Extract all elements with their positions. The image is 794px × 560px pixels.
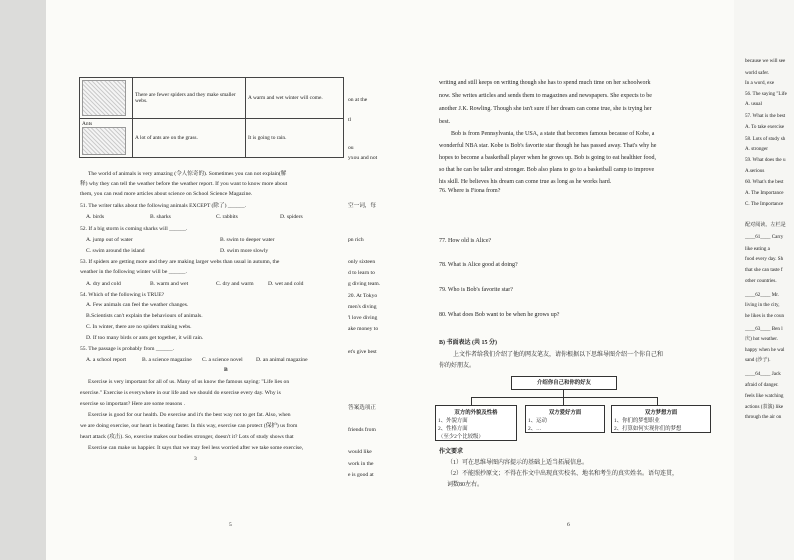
passage-line: Bob is from Pennsylvania, the USA, a state that becomes famous because of Kobe, a <box>451 131 655 137</box>
paragraph-line: The world of animals is very amazing (令人惊奇的). Sometimes you can not explain(解 <box>88 171 287 177</box>
cut-text: men's diving <box>348 303 377 310</box>
passage-line: now. She writes articles and sends them to magazines and newspapers. She expects to be <box>439 93 652 99</box>
paragraph-line: them, you can read more articles about science on School Science Magazine. <box>80 191 253 197</box>
cut-text: yxou and not <box>348 155 378 161</box>
cut-text: through the air on <box>745 414 782 420</box>
cut-text: 'l love diving <box>348 315 378 321</box>
cut-text: living in the city, <box>745 302 780 308</box>
cut-text: ____64____ Jack <box>745 371 781 377</box>
option: A. jump out of water <box>86 237 133 243</box>
cut-text: 58. Lots of study sh <box>745 136 786 142</box>
cut-text: 56. The saying "Life <box>745 91 787 97</box>
passage-line: wonderful NBA star. Kobe is Bob's favorite star though he has passed away. That's why he <box>439 143 657 149</box>
cut-text: ake money to <box>348 326 379 333</box>
passage-line: his skill. He believes his dream can come true as long as he works hard. <box>439 179 612 185</box>
passage-line: exercise." Exercise is everywhere in our life and we should do exercise every day. Why is <box>80 390 281 396</box>
option: C. a science novel <box>202 357 243 363</box>
page-number: 5 <box>229 522 232 528</box>
passage-line: best. <box>439 119 451 125</box>
cut-text: A. The Importance <box>745 190 784 196</box>
question-53-cont: weather in the following winter will be ______. <box>80 269 187 275</box>
page-number: 6 <box>567 522 570 528</box>
branch-item: （至少2个比较级） <box>438 434 484 440</box>
connector <box>563 389 564 397</box>
question-53: 53. If spiders are getting more and they are making larger webs than usual in autumn, the <box>80 259 280 265</box>
option: C. dry and warm <box>216 281 254 287</box>
paragraph-line: 释) why they can tell the weather before the weather report. If you want to know more about <box>80 181 288 187</box>
branch-item: 1、外貌方面 <box>438 418 468 424</box>
question-77: 77. How old is Alice? <box>439 238 492 244</box>
mindmap-root: 介绍你自己和你的好友 <box>511 376 617 390</box>
cut-text: work in the <box>348 460 374 467</box>
option: B. sharks <box>150 214 171 220</box>
option: C. rabbits <box>216 214 238 220</box>
passage-line: hopes to become a basketball player when he grows up. Bob is going to eat healthier food, <box>439 155 656 161</box>
requirement: （1）可在思维导图内容提示的基础上适当拓展信息。 <box>447 460 589 466</box>
spider-web-picture <box>82 80 126 116</box>
connector <box>563 397 564 405</box>
cut-text: on at the <box>348 97 368 103</box>
cut-text: 57. What is the best <box>745 113 786 119</box>
cut-text: pn rich <box>348 236 364 243</box>
passage-line: so that he can be taller and stronger. Bob also plans to go to a basketball camp to improve <box>439 167 655 173</box>
branch-item: 2、性格方面 <box>438 426 468 432</box>
option: D. wet and cold <box>268 281 304 287</box>
left-page <box>46 0 407 560</box>
branch-title: 双方梦想方面 <box>644 410 678 416</box>
table-row <box>80 119 344 158</box>
passage-line: another J.K. Rowling. Though she isn't sure if her dream can come true, she is trying her <box>439 106 652 112</box>
cut-text: because we will see <box>745 58 786 64</box>
requirement: 词数80左右。 <box>447 482 484 488</box>
cut-text: would like <box>348 449 372 456</box>
question-55: 55. The passage is probably from ______. <box>80 346 175 352</box>
passage-line: exercise so important? Here are some reasons . <box>80 401 185 407</box>
cut-text: that she can taste f <box>745 267 783 273</box>
table-cell: There are fewer spiders and they make smaller webs. <box>133 78 246 119</box>
option: D. If too many birds or ants get together, it will rain. <box>86 335 204 341</box>
question-80: 80. What does Bob want to be when he grows up? <box>439 312 560 318</box>
branch-title: 双方爱好方面 <box>548 410 582 416</box>
middle-page <box>407 0 734 560</box>
cut-text: ____61____ Carry <box>745 234 784 240</box>
option: C. swim around the island <box>86 248 145 254</box>
question-76: 76. Where is Fiona from? <box>439 188 501 194</box>
cut-text: d to learn to <box>348 270 375 277</box>
option: D. spiders <box>280 214 303 220</box>
requirement: （2）不能照抄原文；不得在作文中出现真实校名、地名和考生的真实姓名。语句连贯， <box>447 471 679 477</box>
table-cell: A warm and wet winter will come. <box>246 78 344 119</box>
connector <box>471 397 472 405</box>
branch-item: 1、运动 <box>528 418 547 424</box>
cut-text: ou <box>348 145 354 151</box>
cut-text: In a word, exe <box>745 80 775 86</box>
requirements-title: 作文要求 <box>439 449 464 455</box>
option: C. In winter, there are no spiders making webs. <box>86 324 192 330</box>
cut-text: et's give best <box>348 348 377 355</box>
table-cell: It is going to rain. <box>246 119 344 158</box>
option: D. an animal magazine <box>256 357 308 363</box>
branch-item: 2、… <box>528 426 542 432</box>
cut-text: sand (沙子). <box>745 357 771 363</box>
mindmap-branch-dreams <box>611 405 711 433</box>
passage-line: Exercise can make us happier. It says that we may feel less worried after we take some exercise, <box>88 445 304 451</box>
cut-text: A. To take exercise <box>745 124 785 130</box>
option: B. a science magazine <box>142 357 192 363</box>
option: A. Few animals can feel the weather changes. <box>86 302 189 308</box>
writing-section-title: B) 书面表达 (共 15 分) <box>439 340 497 346</box>
inner-page-number: 3 <box>194 456 197 462</box>
connector <box>657 397 658 405</box>
option: A. birds <box>86 214 105 220</box>
cut-text: tl <box>348 117 352 123</box>
cut-text: ____63____ Ben l <box>745 326 783 332</box>
cut-text: 空一词，每 <box>348 203 376 209</box>
cut-text: 答案选项正 <box>348 404 376 411</box>
cut-text: he likes is the coun <box>745 313 785 319</box>
cut-text: like eating a <box>745 246 770 252</box>
question-51: 51. The writer talks about the following animals EXCEPT (除了) ______. <box>80 203 247 209</box>
option: B.Scientists can't explain the behaviours of animals. <box>86 313 203 319</box>
cut-text: A.serious <box>745 168 765 174</box>
mindmap-branch-appearance <box>435 405 517 441</box>
connector <box>471 397 657 398</box>
option: D. swim more slowly <box>220 248 269 254</box>
table-cell: Ants <box>82 121 93 127</box>
cut-text: actions (表演) like <box>745 404 784 410</box>
branch-title: 双方的外貌及性格 <box>454 410 498 416</box>
writing-prompt: 上文作者给我们介绍了他的网友笔友，请你根据以下思维导图介绍一个你自己和 <box>453 352 664 358</box>
cut-text: C. The Importance <box>745 201 784 207</box>
cut-text: A. stronger <box>745 146 768 152</box>
branch-item: 2、打算如何实现你们的梦想 <box>614 426 682 432</box>
option: B. warm and wet <box>150 281 189 287</box>
cut-text: only sixteen <box>348 259 376 265</box>
ants-picture <box>82 127 126 155</box>
cut-text: 59. What does the u <box>745 157 786 163</box>
option: B. swim to deeper water <box>220 237 275 243</box>
cut-text: other countries. <box>745 278 777 284</box>
mindmap-branch-hobbies <box>525 405 605 433</box>
passage-line: Exercise is good for our health. Do exercise and it's the best way not to get fat. Also, when <box>88 412 291 418</box>
option: A. dry and cold <box>86 281 121 287</box>
cut-text: e is good at <box>348 471 374 478</box>
table-cell: A lot of ants are on the grass. <box>133 119 246 158</box>
cut-text: world safer. <box>745 70 770 76</box>
cut-text: afraid of danger. <box>745 382 779 388</box>
weather-signs-table <box>79 77 344 158</box>
cut-text: g diving team. <box>348 281 381 288</box>
section-b-heading: B <box>224 367 228 373</box>
cut-text: ____62____ Mr. <box>745 292 779 298</box>
passage-line: writing and still keeps on writing though she has to spend much time on her schoolwork <box>439 80 651 86</box>
branch-item: 1、你们的梦想职业 <box>614 418 660 424</box>
question-52: 52. If a big storm is coming sharks will ______. <box>80 226 188 232</box>
right-page <box>734 0 794 560</box>
option: A. a school report <box>86 357 127 363</box>
cut-text: A. usual <box>745 101 762 107</box>
table-row <box>80 78 344 119</box>
cut-text: 庆) hot weather. <box>745 336 778 342</box>
writing-prompt: 你的好朋友。 <box>439 363 476 369</box>
passage-line: Exercise is very important for all of us. Many of us know the famous saying: "Life lies on <box>88 379 290 385</box>
cut-text: 配对阅读。左栏是 <box>745 222 786 228</box>
question-79: 79. Who is Bob's favorite star? <box>439 287 513 293</box>
passage-line: heart attack (攻击). So, exercise makes our bodies stronger, doesn't it? Lots of study shows that <box>80 434 294 440</box>
cut-text: 20. At Tokyo <box>348 292 378 299</box>
cut-text: friends from <box>348 427 376 433</box>
passage-line: we are doing exercise, our heart is beating faster. In this way, exercise can protect (保护) us from <box>80 423 298 429</box>
question-78: 78. What is Alice good at doing? <box>439 262 518 268</box>
cut-text: happy when he wal <box>745 347 785 353</box>
cut-text: feels like watching <box>745 393 784 399</box>
question-54: 54. Which of the following is TRUE? <box>80 292 165 298</box>
cut-text: 60. What's the best <box>745 179 784 185</box>
cut-text: food every day. Sh <box>745 256 784 262</box>
